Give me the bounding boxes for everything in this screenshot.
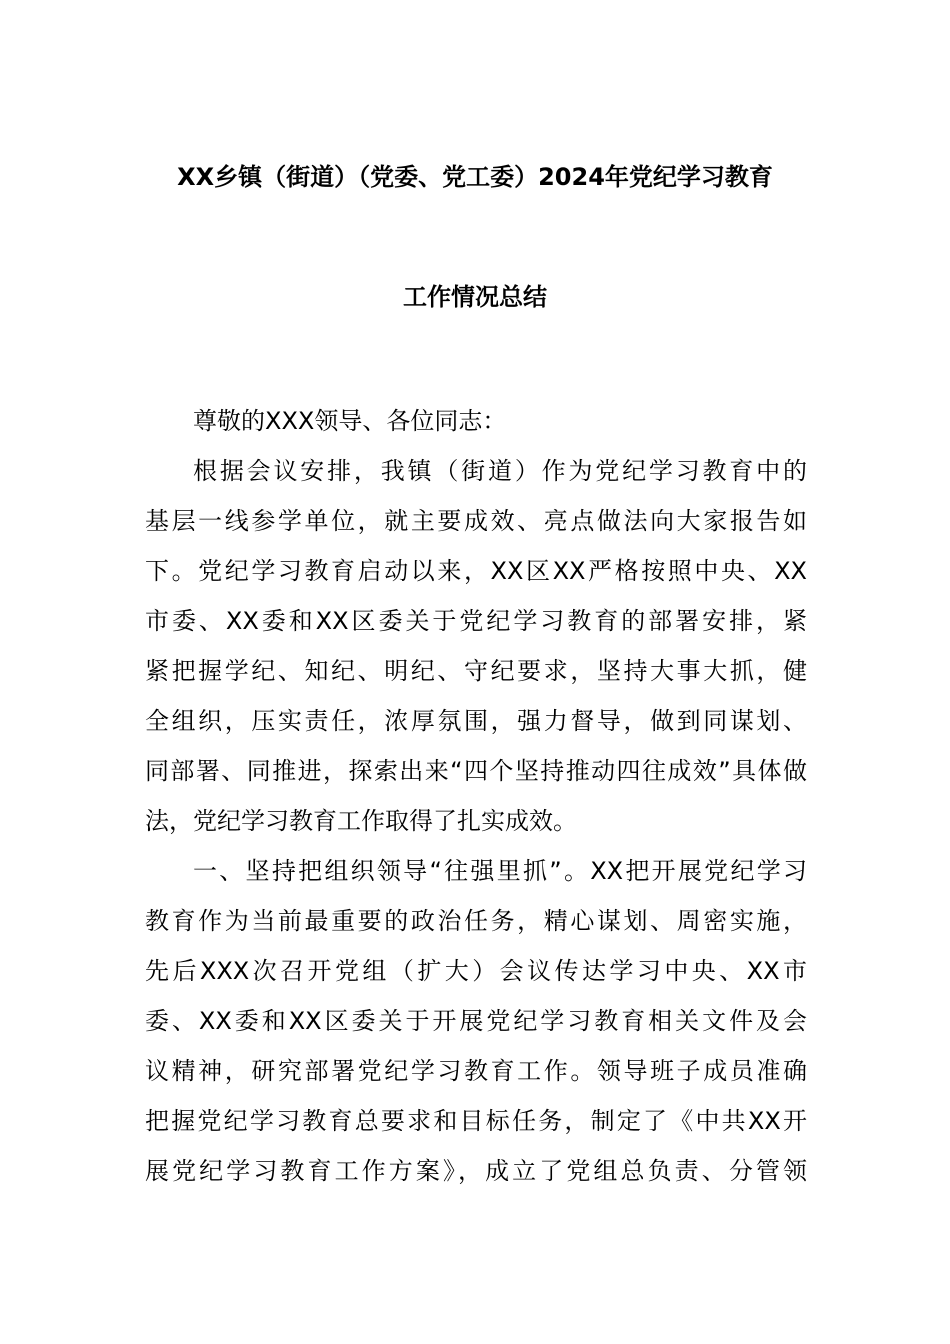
paragraph-2-line: 展党纪学习教育工作方案》，成立了党组总负责、分管领 (145, 1157, 807, 1185)
paragraph-1-line: 市委、XX委和XX区委关于党纪学习教育的部署安排，紧 (145, 607, 807, 635)
paragraph-1-line: 紧把握学纪、知纪、明纪、守纪要求，坚持大事大抓，健 (145, 657, 807, 685)
paragraph-1-line: 下。党纪学习教育启动以来，XX区XX严格按照中央、XX (145, 557, 807, 585)
paragraph-1-line: 法，党纪学习教育工作取得了扎实成效。 (145, 807, 577, 835)
paragraph-2-line: 教育作为当前最重要的政治任务，精心谋划、周密实施， (145, 907, 807, 935)
salutation: 尊敬的XXX领导、各位同志： (193, 407, 507, 435)
paragraph-2-line: 委、XX委和XX区委关于开展党纪学习教育相关文件及会 (145, 1007, 807, 1035)
document-title-line-1: XX乡镇（街道）（党委、党工委）2024年党纪学习教育 (177, 163, 773, 191)
paragraph-1-line: 根据会议安排，我镇（街道）作为党纪学习教育中的 (193, 457, 807, 485)
paragraph-1-line: 基层一线参学单位，就主要成效、亮点做法向大家报告如 (145, 507, 807, 535)
document-title-line-2: 工作情况总结 (403, 283, 547, 311)
paragraph-2-line: 先后XXX次召开党组（扩大）会议传达学习中央、XX市 (145, 957, 807, 985)
paragraph-2-line: 一、坚持把组织领导“往强里抓”。XX把开展党纪学习 (193, 857, 807, 885)
paragraph-2-line: 议精神，研究部署党纪学习教育工作。领导班子成员准确 (145, 1057, 807, 1085)
paragraph-1-line: 全组织，压实责任，浓厚氛围，强力督导，做到同谋划、 (145, 707, 807, 735)
paragraph-1-line: 同部署、同推进，探索出来“四个坚持推动四往成效”具体做 (145, 757, 807, 785)
paragraph-2-line: 把握党纪学习教育总要求和目标任务，制定了《中共XX开 (145, 1107, 807, 1135)
